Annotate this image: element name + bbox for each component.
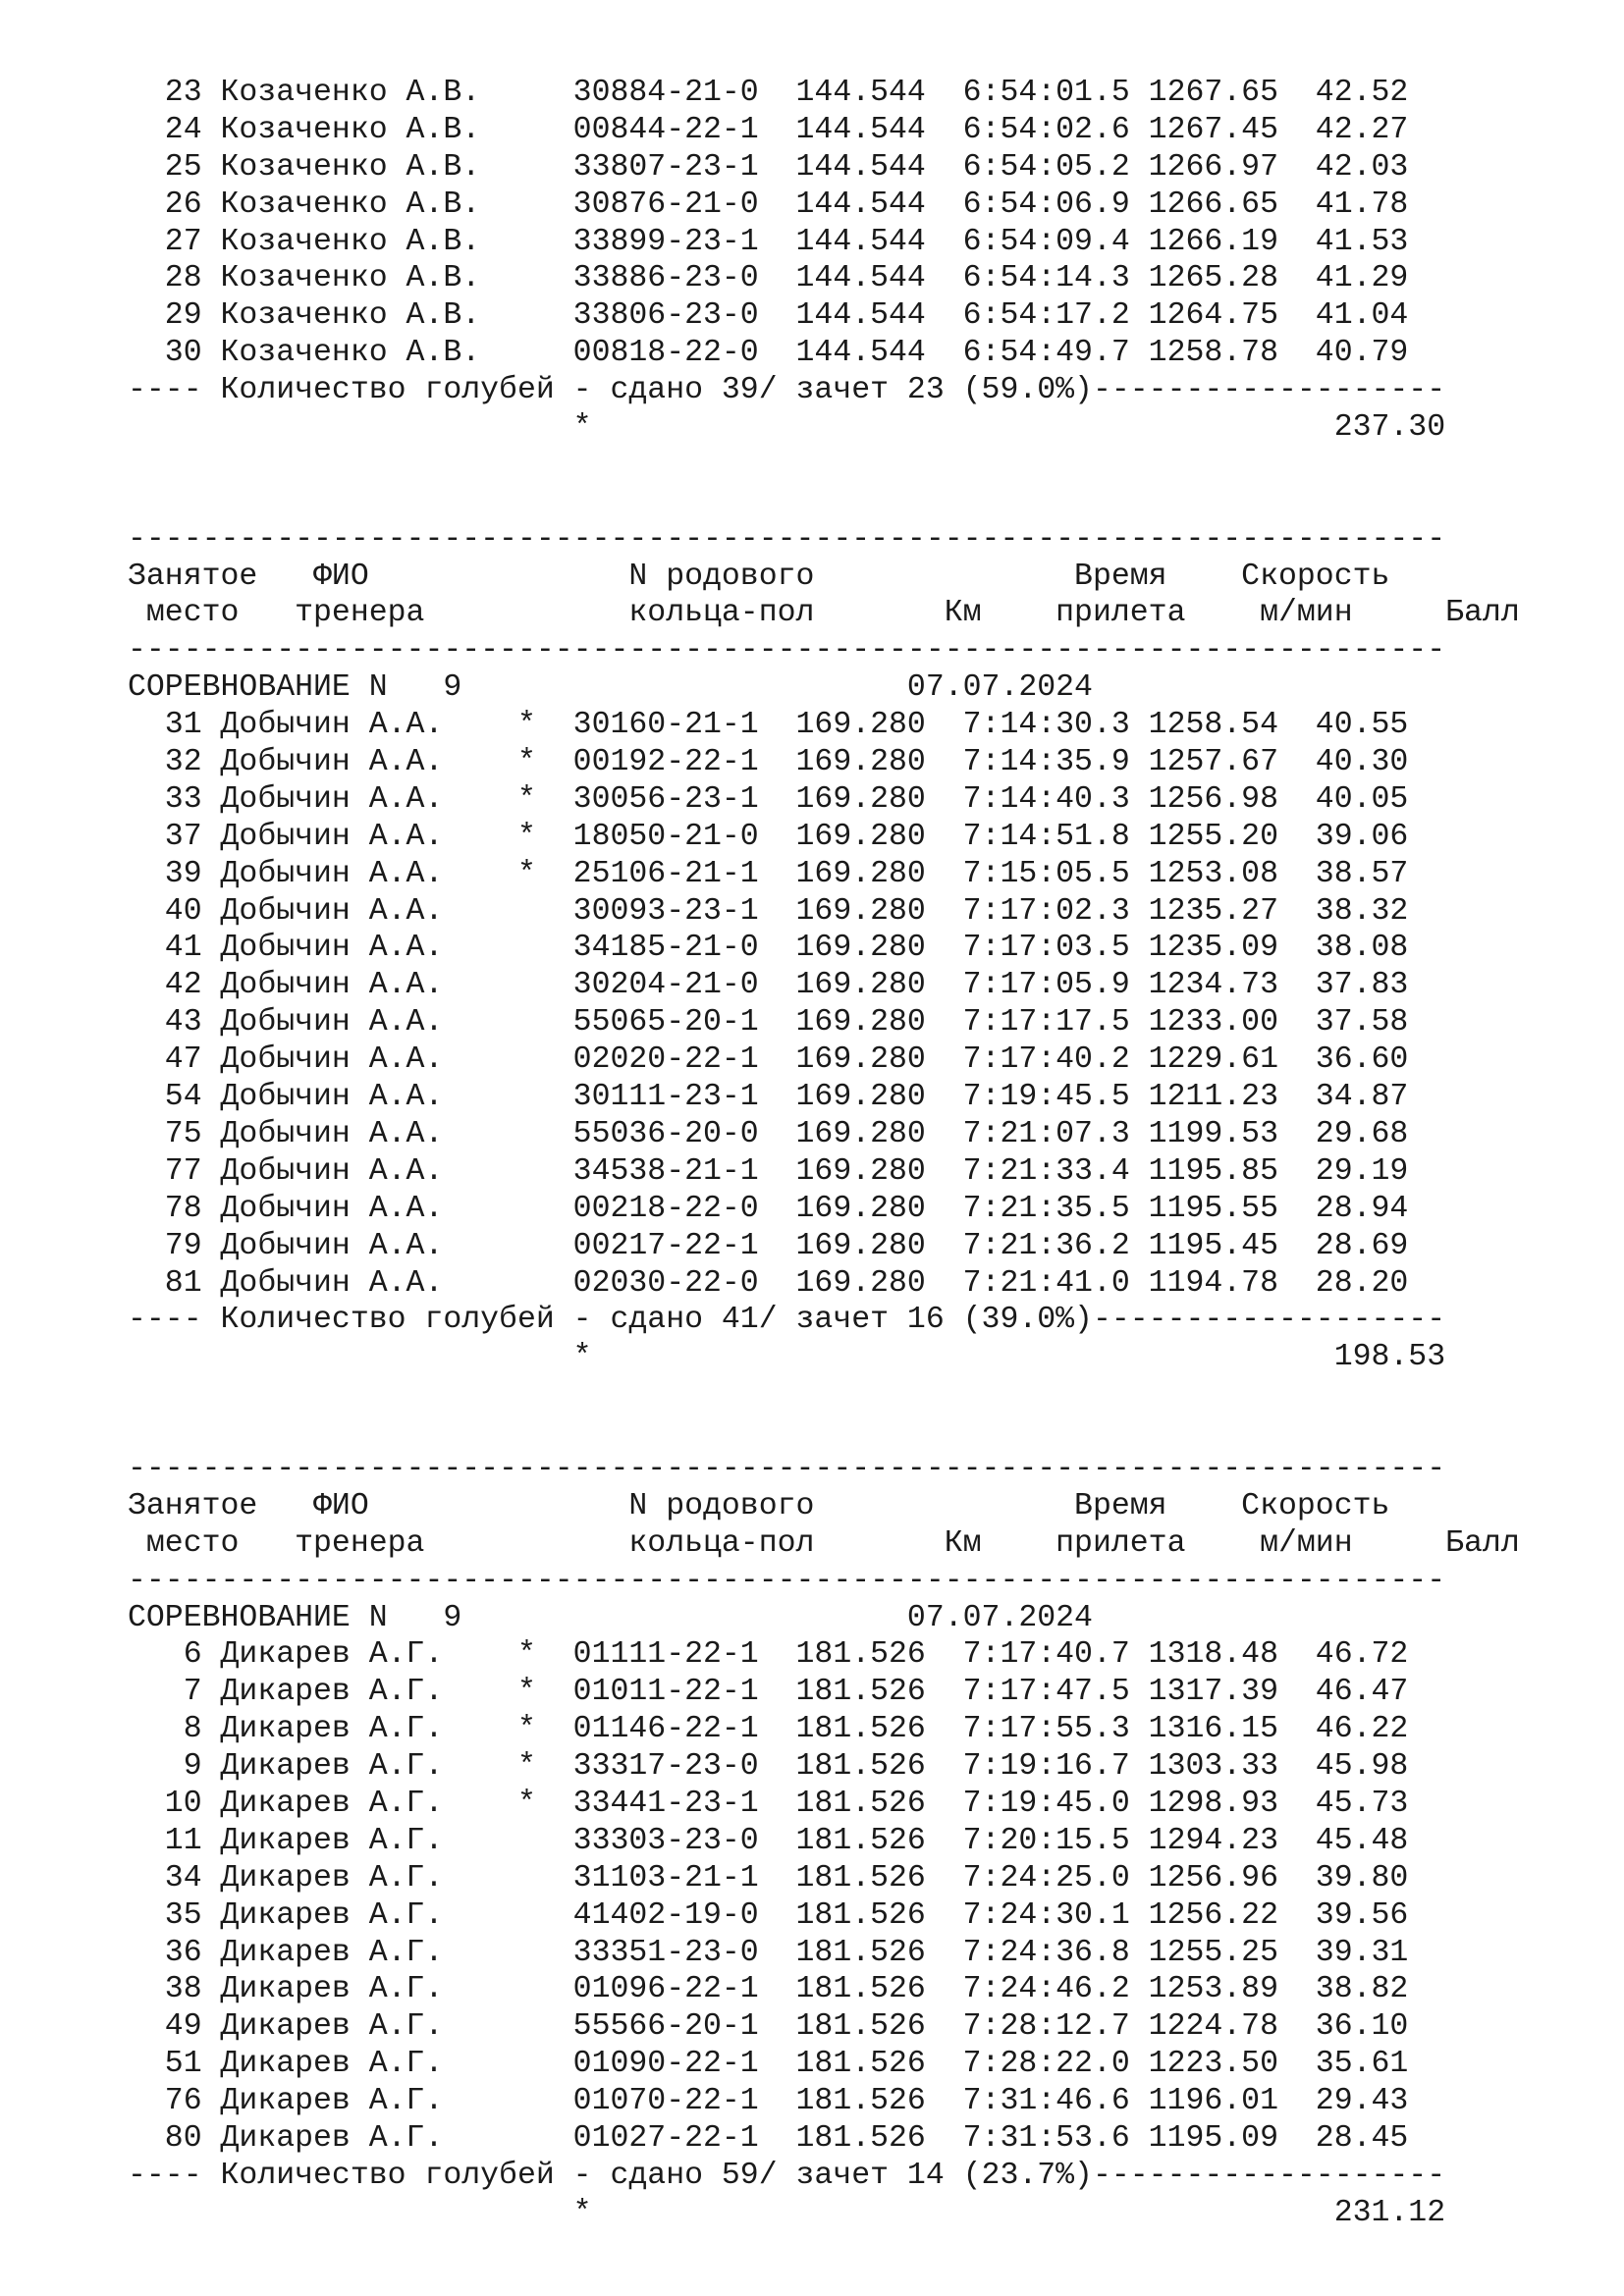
- result-row: 41 Добычин А.А. 34185-21-0 169.280 7:17:03.5 1235.09 38.08: [128, 931, 1409, 966]
- result-row: 30 Козаченко А.В. 00818-22-0 144.544 6:54:49.7 1258.78 40.79: [128, 336, 1409, 371]
- blank-line: [128, 447, 1520, 484]
- result-row: 81 Добычин А.А. 02030-22-0 169.280 7:21:41.0 1194.78 28.20: [128, 1265, 1409, 1301]
- section-summary: ---- Количество голубей - сдано 59/ зачет 14 (23.7%)-------------------: [128, 2158, 1446, 2193]
- result-row: 76 Дикарев А.Г. 01070-22-1 181.526 7:31:46.6 1196.01 29.43: [128, 2084, 1409, 2119]
- result-row: 6 Дикарев А.Г. * 01111-22-1 181.526 7:17:40.7 1318.48 46.72: [128, 1637, 1409, 1673]
- result-row: 35 Дикарев А.Г. 41402-19-0 181.526 7:24:30.1 1256.22 39.56: [128, 1897, 1409, 1933]
- section-summary: ---- Количество голубей - сдано 41/ зачет 16 (39.0%)-------------------: [128, 1303, 1446, 1338]
- section-summary: ---- Количество голубей - сдано 39/ зачет 23 (59.0%)-------------------: [128, 373, 1446, 408]
- result-row: 54 Добычин А.А. 30111-23-1 169.280 7:19:45.5 1211.23 34.87: [128, 1080, 1409, 1115]
- blank-line: [128, 2232, 1520, 2269]
- column-header-line-1: Занятое ФИО N родового Время Скорость: [128, 559, 1390, 594]
- result-row: 10 Дикарев А.Г. * 33441-23-1 181.526 7:19:45.0 1298.93 45.73: [128, 1786, 1409, 1821]
- result-row: 27 Козаченко А.В. 33899-23-1 144.544 6:54:09.4 1266.19 41.53: [128, 224, 1409, 259]
- result-row: 23 Козаченко А.В. 30884-21-0 144.544 6:54:01.5 1267.65 42.52: [128, 76, 1409, 110]
- competition-title: СОРЕВНОВАНИЕ N 9 07.07.2024: [128, 670, 1093, 706]
- result-row: 37 Добычин А.А. * 18050-21-0 169.280 7:14:51.8 1255.20 39.06: [128, 819, 1409, 854]
- result-row: 33 Добычин А.А. * 30056-23-1 169.280 7:14:40.3 1256.98 40.05: [128, 781, 1409, 817]
- result-row: 26 Козаченко А.В. 30876-21-0 144.544 6:54:06.9 1266.65 41.78: [128, 187, 1409, 222]
- header-divider: -----------------------------------------------------------------------: [128, 1563, 1446, 1598]
- result-row: 42 Добычин А.А. 30204-21-0 169.280 7:17:05.9 1234.73 37.83: [128, 968, 1409, 1003]
- result-row: 11 Дикарев А.Г. 33303-23-0 181.526 7:20:15.5 1294.23 45.48: [128, 1823, 1409, 1858]
- header-divider: -----------------------------------------------------------------------: [128, 1451, 1446, 1486]
- section-total: * 198.53: [128, 1340, 1446, 1375]
- result-row: 40 Добычин А.А. 30093-23-1 169.280 7:17:02.3 1235.27 38.32: [128, 893, 1409, 929]
- column-header-line-1: Занятое ФИО N родового Время Скорость: [128, 1488, 1390, 1523]
- result-row: 24 Козаченко А.В. 00844-22-1 144.544 6:54:02.6 1267.45 42.27: [128, 112, 1409, 147]
- result-row: 25 Козаченко А.В. 33807-23-1 144.544 6:54:05.2 1266.97 42.03: [128, 149, 1409, 185]
- result-row: 80 Дикарев А.Г. 01027-22-1 181.526 7:31:53.6 1195.09 28.45: [128, 2120, 1409, 2156]
- header-divider: -----------------------------------------------------------------------: [128, 521, 1446, 557]
- column-header-line-2: место тренера кольца-пол Км прилета м/мин Балл: [128, 1525, 1520, 1561]
- results-report: [128, 75, 1520, 2269]
- result-row: 7 Дикарев А.Г. * 01011-22-1 181.526 7:17:47.5 1317.39 46.47: [128, 1675, 1409, 1710]
- result-row: 47 Добычин А.А. 02020-22-1 169.280 7:17:40.2 1229.61 36.60: [128, 1042, 1409, 1078]
- result-row: 75 Добычин А.А. 55036-20-0 169.280 7:21:07.3 1199.53 29.68: [128, 1116, 1409, 1151]
- section-total: * 231.12: [128, 2195, 1446, 2230]
- result-row: 8 Дикарев А.Г. * 01146-22-1 181.526 7:17:55.3 1316.15 46.22: [128, 1712, 1409, 1747]
- result-row: 51 Дикарев А.Г. 01090-22-1 181.526 7:28:22.0 1223.50 35.61: [128, 2047, 1409, 2082]
- blank-line: [128, 1414, 1520, 1451]
- result-row: 49 Дикарев А.Г. 55566-20-1 181.526 7:28:12.7 1224.78 36.10: [128, 2009, 1409, 2045]
- section-total: * 237.30: [128, 410, 1446, 446]
- column-header-line-2: место тренера кольца-пол Км прилета м/мин Балл: [128, 596, 1520, 631]
- result-row: 78 Добычин А.А. 00218-22-0 169.280 7:21:35.5 1195.55 28.94: [128, 1191, 1409, 1226]
- result-row: 39 Добычин А.А. * 25106-21-1 169.280 7:15:05.5 1253.08 38.57: [128, 856, 1409, 891]
- result-row: 34 Дикарев А.Г. 31103-21-1 181.526 7:24:25.0 1256.96 39.80: [128, 1860, 1409, 1896]
- result-row: 29 Козаченко А.В. 33806-23-0 144.544 6:54:17.2 1264.75 41.04: [128, 298, 1409, 334]
- blank-line: [128, 1376, 1520, 1414]
- competition-title: СОРЕВНОВАНИЕ N 9 07.07.2024: [128, 1600, 1093, 1635]
- result-row: 38 Дикарев А.Г. 01096-22-1 181.526 7:24:46.2 1253.89 38.82: [128, 1972, 1409, 2007]
- result-row: 43 Добычин А.А. 55065-20-1 169.280 7:17:17.5 1233.00 37.58: [128, 1005, 1409, 1041]
- blank-line: [128, 484, 1520, 521]
- result-row: 9 Дикарев А.Г. * 33317-23-0 181.526 7:19:16.7 1303.33 45.98: [128, 1749, 1409, 1785]
- result-row: 79 Добычин А.А. 00217-22-1 169.280 7:21:36.2 1195.45 28.69: [128, 1228, 1409, 1263]
- result-row: 77 Добычин А.А. 34538-21-1 169.280 7:21:33.4 1195.85 29.19: [128, 1153, 1409, 1189]
- result-row: 28 Козаченко А.В. 33886-23-0 144.544 6:54:14.3 1265.28 41.29: [128, 261, 1409, 296]
- header-divider: -----------------------------------------------------------------------: [128, 633, 1446, 668]
- result-row: 31 Добычин А.А. * 30160-21-1 169.280 7:14:30.3 1258.54 40.55: [128, 708, 1409, 743]
- result-row: 32 Добычин А.А. * 00192-22-1 169.280 7:14:35.9 1257.67 40.30: [128, 745, 1409, 780]
- result-row: 36 Дикарев А.Г. 33351-23-0 181.526 7:24:36.8 1255.25 39.31: [128, 1935, 1409, 1970]
